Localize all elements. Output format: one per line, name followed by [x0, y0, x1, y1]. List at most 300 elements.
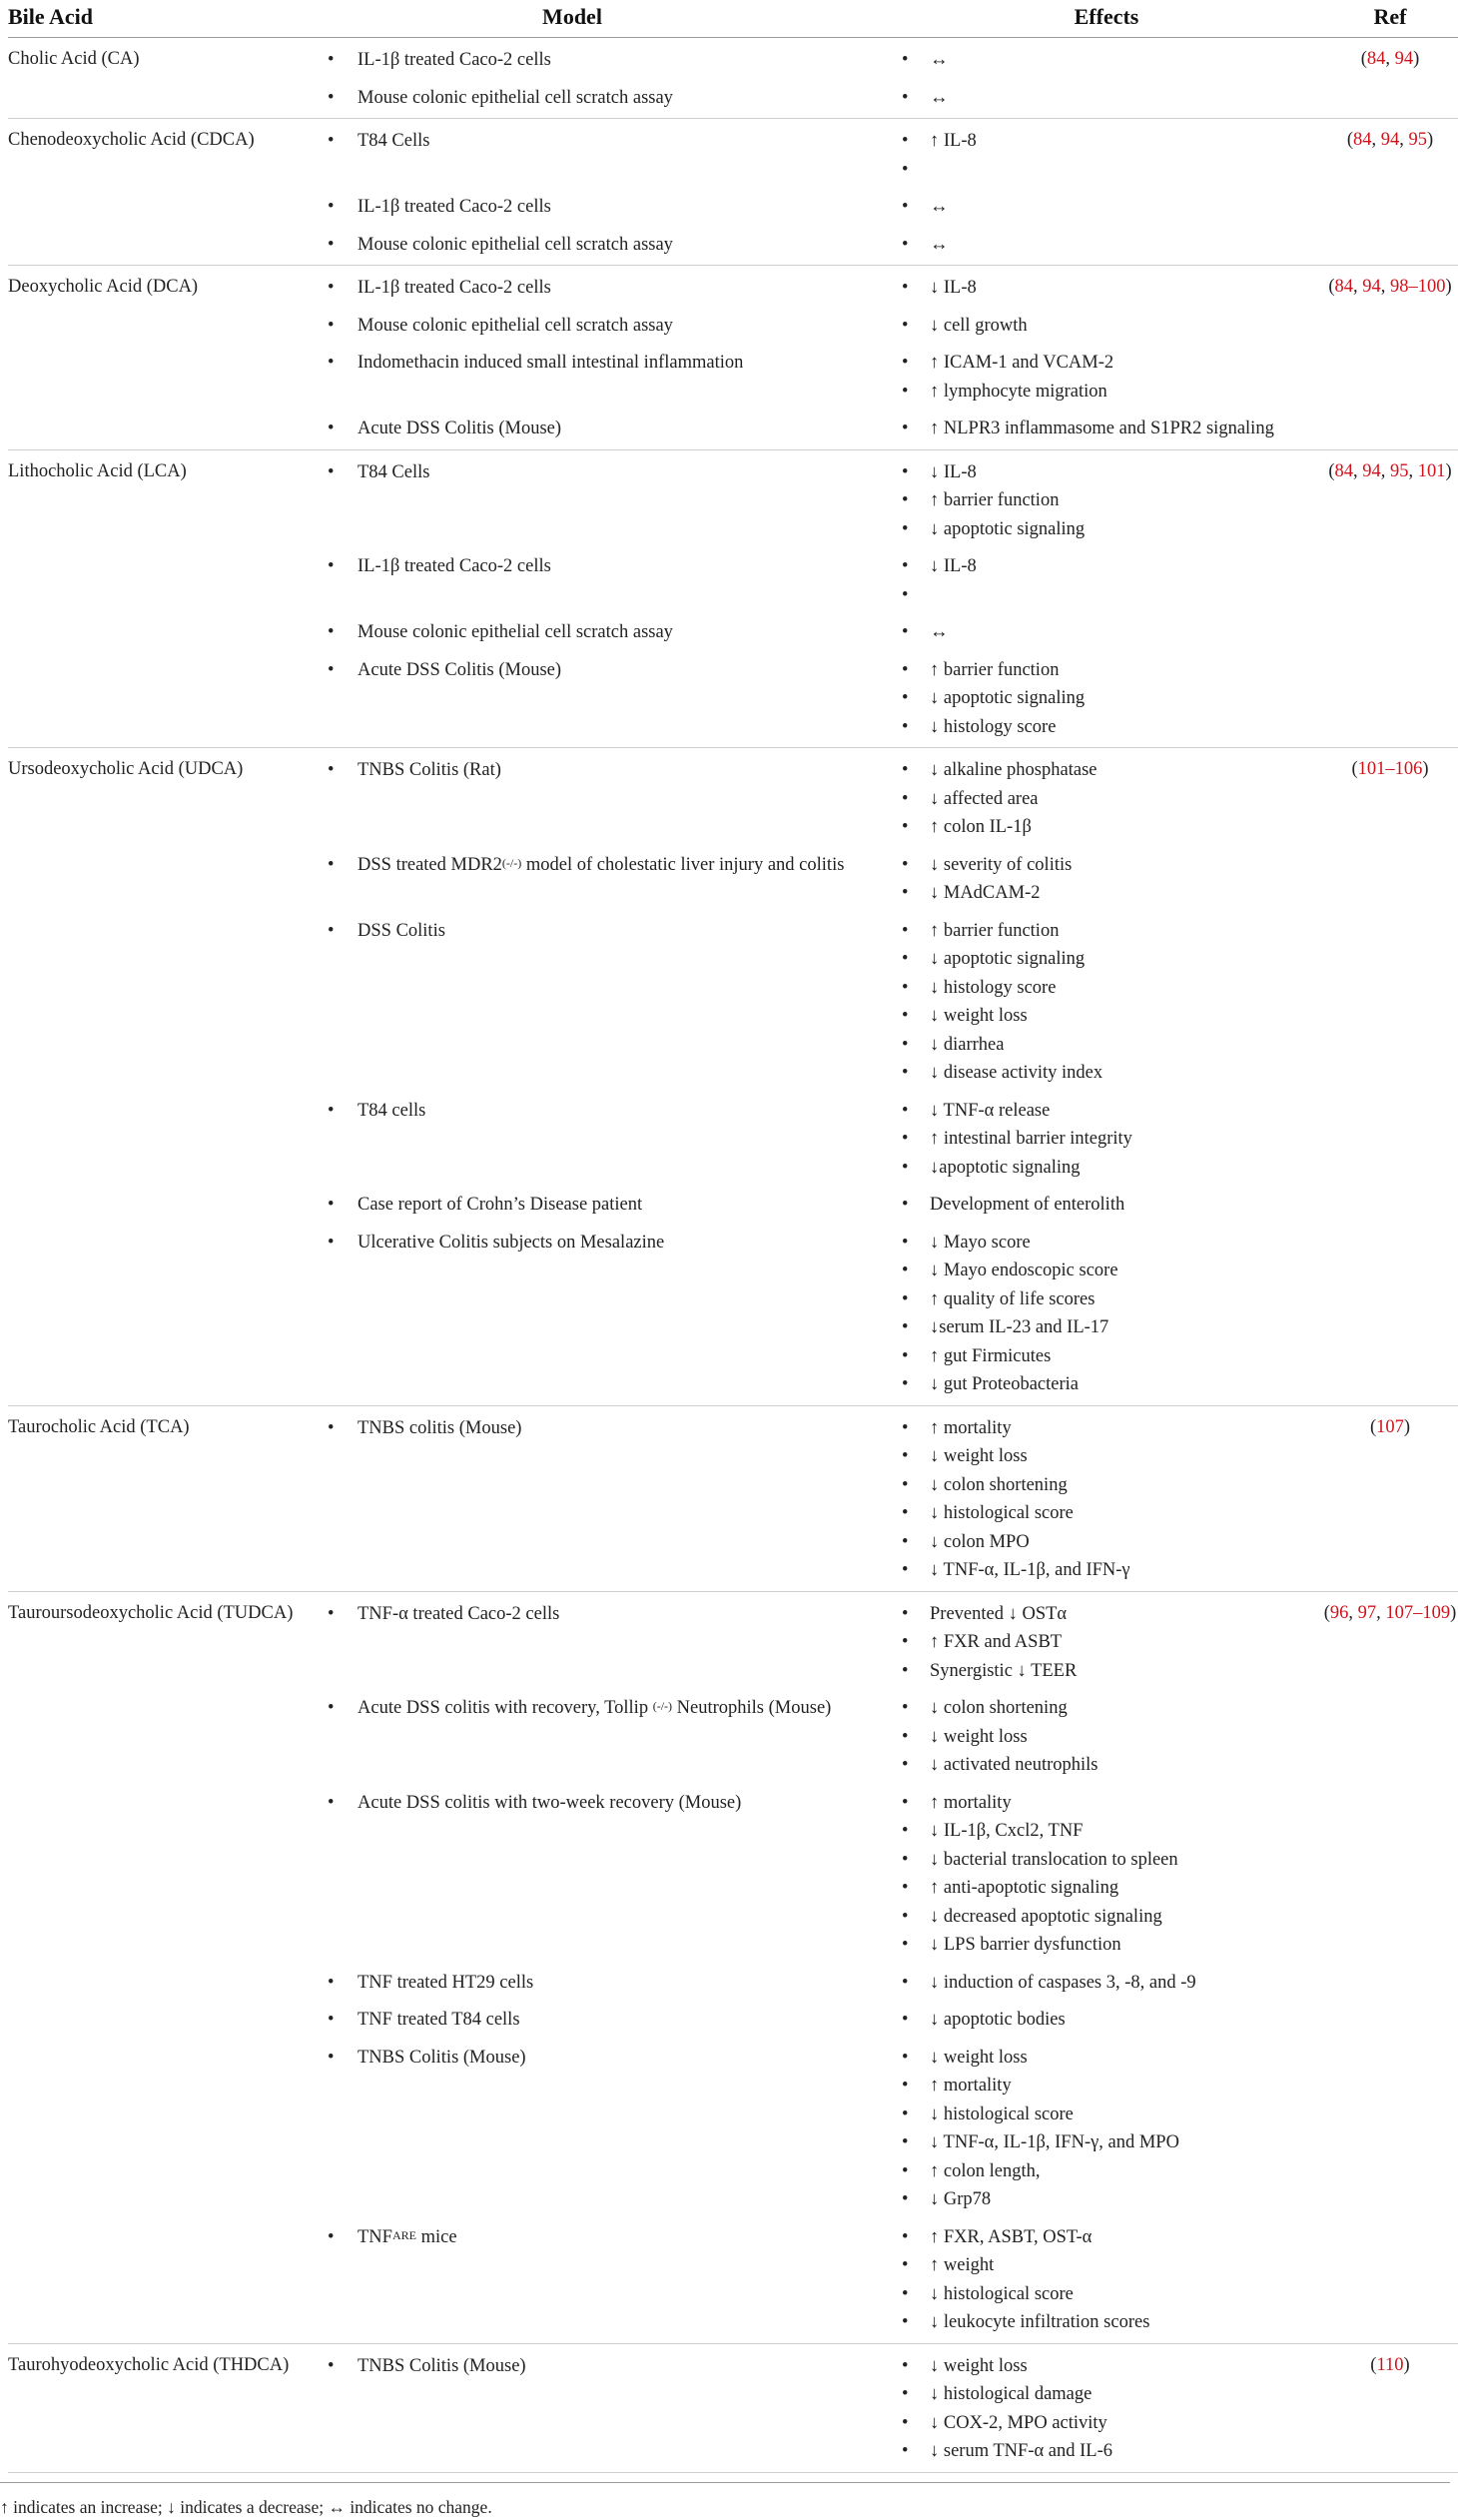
- effect-item: [902, 1903, 1316, 1932]
- bullet: •: [328, 1603, 335, 1624]
- effect-item: [902, 2072, 1316, 2100]
- model-cell: [328, 312, 897, 340]
- model-label: Acute DSS Colitis (Mouse): [358, 419, 562, 438]
- effect-text: ↓ TNF-α, IL-1β, IFN-γ, and MPO: [930, 2132, 1179, 2152]
- effect-text: ↓apoptotic signaling: [930, 1157, 1081, 1178]
- table-row: [8, 274, 1458, 303]
- model-text: [328, 1694, 897, 1722]
- model-text: [328, 2006, 897, 2034]
- effect-item: [902, 415, 1316, 443]
- bullet: •: [902, 1632, 909, 1652]
- effect-item: [902, 156, 1316, 185]
- effect-text: ↑ mortality: [930, 1417, 1012, 1438]
- model-text: [328, 231, 897, 259]
- model-text: [328, 917, 897, 945]
- ref-link[interactable]: 97: [1357, 1602, 1377, 1623]
- bullet: •: [902, 716, 909, 737]
- table-group: [8, 1406, 1458, 1592]
- bullet: •: [902, 234, 909, 255]
- bullet: •: [328, 1100, 335, 1121]
- effect-item: [902, 458, 1316, 487]
- effect-item: [902, 1657, 1316, 1686]
- effect-text: ↓ induction of caspases 3, -8, and -9: [930, 1972, 1196, 1993]
- effect-text: ↓ histological damage: [930, 2384, 1093, 2404]
- ref-separator: ,: [1353, 277, 1363, 297]
- bullet: •: [902, 419, 909, 438]
- model-label: TNBS Colitis (Mouse): [358, 2047, 526, 2068]
- effect-item: [902, 756, 1316, 785]
- bullet: •: [902, 2312, 909, 2332]
- bile-acid-name: Taurohyodeoxycholic Acid (THDCA): [8, 2354, 290, 2375]
- effect-item: [902, 1817, 1316, 1846]
- table-row: [8, 2006, 1458, 2035]
- effect-item: [902, 1097, 1316, 1126]
- effect-text: ↔: [930, 234, 949, 255]
- bullet: •: [328, 760, 335, 780]
- bullet: •: [902, 2355, 909, 2376]
- effect-text: ↑ gut Firmicutes: [930, 1345, 1052, 1366]
- effect-item: [902, 231, 1316, 260]
- effect-item: [902, 2157, 1316, 2186]
- ref-link[interactable]: 84: [1334, 460, 1353, 481]
- ref-link[interactable]: 94: [1362, 277, 1381, 297]
- bullet: •: [902, 87, 909, 108]
- effect-item: [902, 945, 1316, 974]
- bullet: •: [328, 2355, 335, 2376]
- model-label-tail: Neutrophils (Mouse): [672, 1698, 832, 1718]
- effect-text: ↓ IL-8: [930, 278, 977, 298]
- model-superscript: (-/-): [652, 1699, 673, 1713]
- bullet: •: [328, 234, 335, 255]
- table-row: [8, 458, 1458, 544]
- bullet: •: [902, 278, 909, 298]
- ref-paren-open: (: [1323, 1602, 1330, 1623]
- effects-cell: [902, 312, 1316, 341]
- model-label: TNBS colitis (Mouse): [358, 1417, 522, 1438]
- effect-item: [902, 1125, 1316, 1154]
- effect-item: [902, 917, 1316, 946]
- table-row: [8, 312, 1458, 341]
- bullet: •: [902, 1374, 909, 1394]
- bullet: •: [328, 315, 335, 336]
- effect-text: ↑ lymphocyte migration: [930, 381, 1107, 402]
- bullet: •: [902, 315, 909, 336]
- effects-cell: [902, 349, 1316, 406]
- bullet: •: [328, 920, 335, 941]
- table-group: [8, 450, 1458, 749]
- model-label: Ulcerative Colitis subjects on Mesalazine: [358, 1232, 665, 1253]
- effect-text: ↓ apoptotic signaling: [930, 949, 1086, 969]
- model-cell: [328, 46, 897, 74]
- model-cell: [328, 193, 897, 221]
- effects-cell: [902, 1600, 1316, 1686]
- table-row: [8, 193, 1458, 222]
- model-text: [328, 1097, 897, 1125]
- bullet: •: [902, 50, 909, 70]
- effect-item: [902, 1002, 1316, 1031]
- bullet: •: [902, 1006, 909, 1026]
- model-text: [328, 415, 897, 442]
- bile-acid-name: Taurocholic Acid (TCA): [8, 1416, 190, 1437]
- effect-item: [902, 618, 1316, 647]
- model-label: Mouse colonic epithelial cell scratch assay: [358, 87, 673, 108]
- effect-text: ↑ barrier function: [930, 490, 1060, 510]
- effect-item: [902, 813, 1316, 842]
- ref-separator: ,: [1353, 460, 1363, 481]
- effect-item: [902, 486, 1316, 515]
- ref-link[interactable]: 101–106: [1357, 759, 1423, 779]
- effect-text: ↓ COX-2, MPO activity: [930, 2412, 1107, 2433]
- bullet: •: [902, 1503, 909, 1523]
- model-cell: [328, 1229, 897, 1257]
- bullet: •: [902, 556, 909, 576]
- model-cell: [328, 917, 897, 945]
- effect-item: [902, 46, 1316, 75]
- model-text: [328, 1969, 897, 1997]
- effect-item: [902, 378, 1316, 407]
- table-row: [8, 415, 1458, 443]
- effect-text: ↑ barrier function: [930, 659, 1060, 680]
- table-row: [8, 756, 1458, 842]
- model-cell: [328, 1191, 897, 1219]
- effects-cell: [902, 231, 1316, 260]
- model-cell: [328, 349, 897, 377]
- effect-item: [902, 1499, 1316, 1528]
- table-row: [8, 1097, 1458, 1183]
- ref-link[interactable]: 95: [1390, 460, 1409, 481]
- effect-item: [902, 851, 1316, 880]
- ref-paren-open: (: [1370, 2354, 1377, 2375]
- model-text: [328, 656, 897, 684]
- table-group: [8, 1592, 1458, 2344]
- effect-text: ↓ histology score: [930, 716, 1057, 737]
- ref-link[interactable]: 107: [1376, 1416, 1404, 1437]
- effects-cell: [902, 1969, 1316, 1998]
- bullet: •: [902, 1034, 909, 1055]
- header-ref: Ref: [1373, 4, 1407, 29]
- effect-item: [902, 515, 1316, 544]
- model-text: [328, 2223, 897, 2251]
- ref-link[interactable]: 107–109: [1385, 1602, 1451, 1623]
- bullet: •: [902, 1531, 909, 1552]
- ref-paren-open: (: [1369, 1416, 1377, 1437]
- table-group: [8, 2344, 1458, 2473]
- table-row: [8, 1694, 1458, 1780]
- model-cell: [328, 1969, 897, 1997]
- ref-paren-close: ): [1422, 759, 1429, 779]
- bullet: •: [902, 1698, 909, 1718]
- model-text: [328, 1191, 897, 1219]
- effect-text: ↓ weight loss: [930, 2047, 1028, 2068]
- ref-link[interactable]: 96: [1329, 1602, 1349, 1623]
- model-superscript: ARE: [391, 2227, 416, 2242]
- effect-item: [902, 2380, 1316, 2409]
- model-cell: [328, 656, 897, 684]
- effect-text: Development of enterolith: [930, 1195, 1125, 1215]
- ref-link[interactable]: 110: [1376, 2354, 1404, 2375]
- effect-text: ↑ FXR and ASBT: [930, 1632, 1063, 1652]
- effect-item: [902, 1442, 1316, 1471]
- effect-text: ↓ colon MPO: [930, 1531, 1030, 1552]
- effect-text: ↓ histological score: [930, 2283, 1074, 2304]
- model-label: DSS Colitis: [358, 920, 445, 941]
- effect-item: [902, 1229, 1316, 1258]
- effect-item: [902, 1628, 1316, 1657]
- model-cell: [328, 756, 897, 784]
- table-row: [8, 656, 1458, 742]
- effect-item: [902, 1191, 1316, 1220]
- table-group: [8, 119, 1458, 266]
- effect-item: [902, 2437, 1316, 2466]
- ref-separator: ,: [1408, 460, 1418, 481]
- effects-cell: [902, 458, 1316, 544]
- bullet: •: [902, 883, 909, 903]
- effect-text: ↓ weight loss: [930, 1006, 1028, 1026]
- bullet: •: [902, 1417, 909, 1438]
- bullet: •: [902, 977, 909, 998]
- table-row: [8, 1600, 1458, 1686]
- ref-link[interactable]: 94: [1394, 49, 1414, 69]
- bullet: •: [902, 1972, 909, 1993]
- bullet: •: [902, 920, 909, 941]
- effect-item: [902, 1723, 1316, 1752]
- effect-item: [902, 1471, 1316, 1500]
- ref-separator: ,: [1399, 130, 1409, 150]
- ref-link[interactable]: 84: [1366, 49, 1386, 69]
- bullet: •: [328, 353, 335, 373]
- effects-cell: [902, 1191, 1316, 1220]
- bullet: •: [902, 2160, 909, 2181]
- bullet: •: [902, 1063, 909, 1083]
- bile-acid-name: Ursodeoxycholic Acid (UDCA): [8, 759, 244, 779]
- effect-text: ↓ activated neutrophils: [930, 1755, 1098, 1775]
- model-cell: [328, 415, 897, 442]
- model-cell: [328, 458, 897, 486]
- ref-link[interactable]: 98–100: [1390, 277, 1446, 297]
- ref-paren-open: (: [1328, 460, 1335, 481]
- bullet: •: [328, 556, 335, 576]
- effect-text: ↓ affected area: [930, 788, 1039, 809]
- effect-text: ↓ IL-8: [930, 556, 977, 576]
- effect-item: [902, 1556, 1316, 1585]
- bullet: •: [328, 659, 335, 680]
- bullet: •: [328, 1232, 335, 1253]
- model-label: IL-1β treated Caco-2 cells: [358, 197, 551, 217]
- ref-link[interactable]: 94: [1362, 460, 1381, 481]
- bullet: •: [902, 817, 909, 837]
- bullet: •: [902, 949, 909, 969]
- bullet: •: [902, 788, 909, 809]
- effect-text: ↑ mortality: [930, 1792, 1012, 1813]
- effects-cell: [902, 2006, 1316, 2035]
- table-body: [8, 38, 1458, 2473]
- ref-link[interactable]: 94: [1380, 130, 1400, 150]
- effect-text: ↔: [930, 50, 949, 70]
- ref-paren-close: ): [1445, 277, 1452, 297]
- ref-separator: ,: [1380, 277, 1390, 297]
- model-label: T84 Cells: [358, 131, 430, 151]
- model-cell: [328, 2044, 897, 2072]
- table-row: [8, 1414, 1458, 1585]
- bullet: •: [902, 1317, 909, 1337]
- bullet: •: [328, 197, 335, 217]
- bullet: •: [902, 1755, 909, 1775]
- bullet: •: [902, 2132, 909, 2152]
- effect-item: [902, 2352, 1316, 2381]
- effect-text: ↔: [930, 622, 949, 642]
- model-label: Acute DSS colitis with recovery, Tollip: [358, 1698, 653, 1718]
- bullet: •: [902, 1260, 909, 1280]
- effect-item: [902, 2006, 1316, 2035]
- effect-text: ↓ histology score: [930, 977, 1057, 998]
- effects-cell: [902, 2044, 1316, 2214]
- bullet: •: [902, 760, 909, 780]
- model-label: TNF-α treated Caco-2 cells: [358, 1603, 560, 1624]
- bullet: •: [328, 1698, 335, 1718]
- effects-cell: [902, 756, 1316, 842]
- effect-item: [902, 2044, 1316, 2073]
- table-row: [8, 917, 1458, 1088]
- bullet: •: [902, 2047, 909, 2068]
- model-label: Case report of Crohn’s Disease patient: [358, 1195, 643, 1215]
- bullet: •: [902, 2384, 909, 2404]
- effect-text: ↓ leukocyte infiltration scores: [930, 2312, 1150, 2332]
- header-model: Model: [542, 4, 602, 29]
- table-row: [8, 231, 1458, 260]
- ref-paren-open: (: [1360, 49, 1367, 69]
- model-label: IL-1β treated Caco-2 cells: [358, 50, 551, 70]
- effects-cell: [902, 1097, 1316, 1183]
- model-text: [328, 127, 897, 155]
- bullet: •: [902, 2189, 909, 2209]
- effects-cell: [902, 193, 1316, 222]
- effect-text: ↓ histological score: [930, 1503, 1074, 1523]
- effect-item: [902, 1528, 1316, 1557]
- effect-text: ↓ weight loss: [930, 2355, 1028, 2376]
- effect-text: ↓ Mayo endoscopic score: [930, 1260, 1118, 1280]
- effect-item: [902, 1257, 1316, 1285]
- ref-paren-close: ): [1450, 1602, 1457, 1623]
- effects-cell: [902, 1229, 1316, 1399]
- effect-item: [902, 1031, 1316, 1060]
- model-cell: [328, 851, 897, 879]
- bullet: •: [902, 688, 909, 708]
- ref-paren-close: ): [1413, 49, 1420, 69]
- ref-link[interactable]: 95: [1408, 130, 1427, 150]
- effects-cell: [902, 618, 1316, 647]
- effect-item: [902, 1931, 1316, 1960]
- effect-item: [902, 193, 1316, 222]
- model-label: TNBS Colitis (Rat): [358, 760, 501, 780]
- bullet: •: [902, 1288, 909, 1309]
- model-label: Indomethacin induced small intestinal inflammation: [358, 353, 744, 373]
- effect-text: ↑ colon length,: [930, 2160, 1041, 2181]
- ref-paren-close: ): [1427, 130, 1434, 150]
- model-text: [328, 84, 897, 112]
- effect-text: ↔: [930, 197, 949, 217]
- model-cell: [328, 127, 897, 155]
- header-bile-acid: Bile Acid: [8, 4, 93, 29]
- model-label: Acute DSS Colitis (Mouse): [358, 659, 562, 680]
- model-label: T84 cells: [358, 1100, 426, 1121]
- table-row: [8, 2044, 1458, 2214]
- ref-separator: ,: [1376, 1602, 1386, 1623]
- model-text: [328, 756, 897, 784]
- model-label: DSS treated MDR2: [358, 854, 502, 875]
- ref-paren-open: (: [1328, 277, 1335, 297]
- effect-item: [902, 1059, 1316, 1088]
- model-label: T84 Cells: [358, 461, 430, 482]
- effects-cell: [902, 2223, 1316, 2337]
- effect-text: ↑ IL-8: [930, 131, 977, 151]
- model-cell: [328, 2223, 897, 2251]
- bullet: •: [902, 2441, 909, 2461]
- effect-text: ↓ serum TNF-α and IL-6: [930, 2441, 1113, 2461]
- bullet: •: [328, 87, 335, 108]
- bullet: •: [902, 584, 909, 605]
- model-text: [328, 349, 897, 377]
- effect-item: [902, 1969, 1316, 1998]
- model-text: [328, 2044, 897, 2072]
- ref-paren-close: ): [1445, 460, 1452, 481]
- effect-item: [902, 1600, 1316, 1629]
- bullet: •: [902, 1726, 909, 1747]
- model-text: [328, 552, 897, 580]
- table-group: [8, 266, 1458, 450]
- effect-text: ↓ bacterial translocation to spleen: [930, 1849, 1178, 1870]
- effect-item: [902, 1370, 1316, 1399]
- effect-item: [902, 1342, 1316, 1371]
- effect-text: ↓ Mayo score: [930, 1232, 1031, 1253]
- effect-item: [902, 274, 1316, 303]
- bullet: •: [902, 1560, 909, 1580]
- effect-text: ↓ apoptotic signaling: [930, 518, 1086, 539]
- model-cell: [328, 1414, 897, 1442]
- model-text: [328, 46, 897, 74]
- model-superscript: (-/-): [501, 855, 522, 870]
- bullet: •: [328, 622, 335, 642]
- bullet: •: [902, 1878, 909, 1898]
- effect-item: [902, 2128, 1316, 2157]
- bullet: •: [902, 622, 909, 642]
- bullet: •: [328, 278, 335, 298]
- model-label: Acute DSS colitis with two-week recovery (Mouse): [358, 1792, 742, 1813]
- model-text: [328, 193, 897, 221]
- effect-text: ↓ alkaline phosphatase: [930, 760, 1097, 780]
- effect-item: [902, 2409, 1316, 2438]
- bullet: •: [328, 1195, 335, 1215]
- effects-cell: [902, 415, 1316, 443]
- effect-text: Synergistic ↓ TEER: [930, 1660, 1078, 1681]
- ref-link[interactable]: 84: [1353, 130, 1372, 150]
- effect-item: [902, 349, 1316, 378]
- bullet: •: [902, 659, 909, 680]
- effect-text: ↑ FXR, ASBT, OST-α: [930, 2226, 1093, 2247]
- model-label: IL-1β treated Caco-2 cells: [358, 278, 551, 298]
- effect-text: ↓ apoptotic signaling: [930, 688, 1086, 708]
- bullet: •: [902, 381, 909, 402]
- effect-text: Prevented ↓ OSTα: [930, 1603, 1068, 1624]
- effect-text: ↓ MAdCAM-2: [930, 883, 1041, 903]
- effect-text: ↓ Grp78: [930, 2189, 992, 2209]
- effect-item: [902, 1414, 1316, 1443]
- model-cell: [328, 618, 897, 646]
- model-cell: [328, 231, 897, 259]
- model-text: [328, 2352, 897, 2380]
- ref-link[interactable]: 84: [1334, 277, 1353, 297]
- model-text: [328, 1229, 897, 1257]
- ref-link[interactable]: 101: [1417, 460, 1446, 481]
